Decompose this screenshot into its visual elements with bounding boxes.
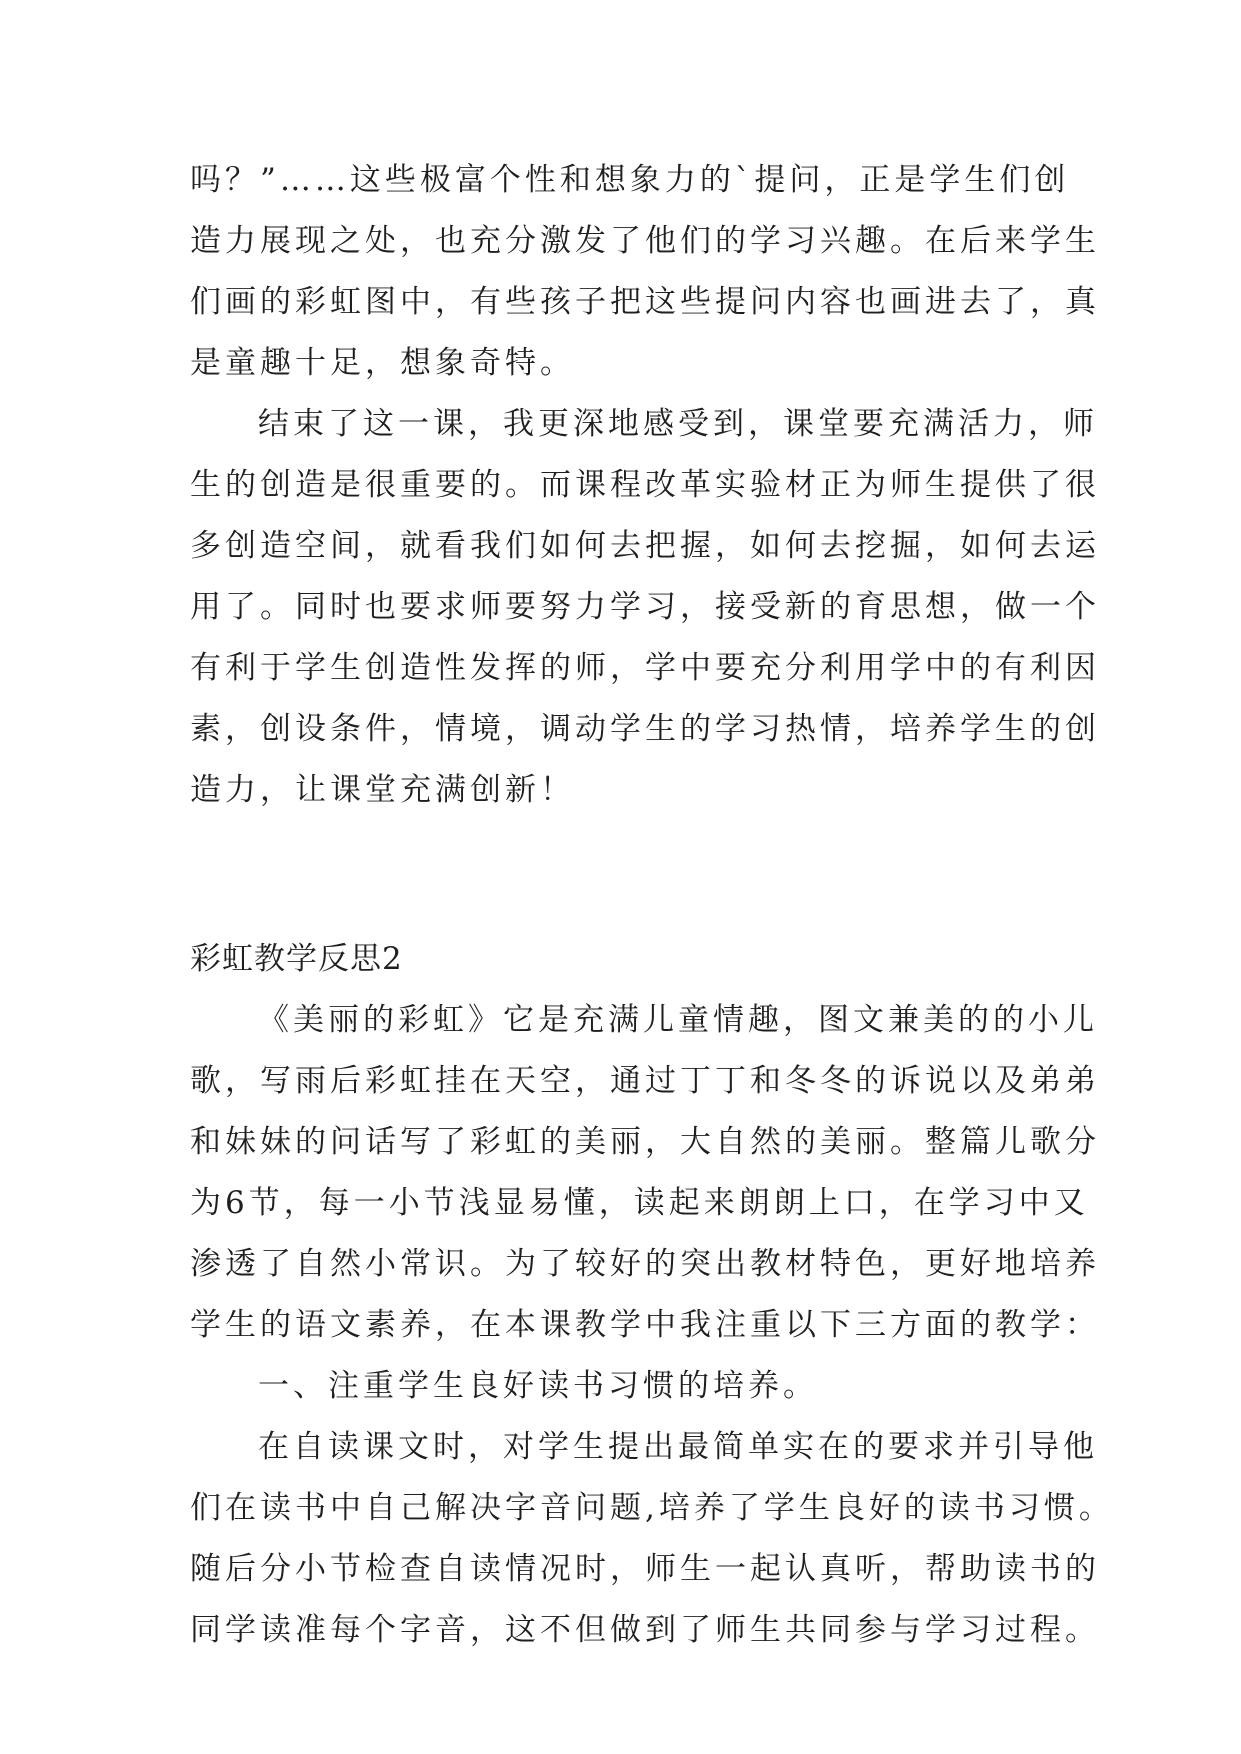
- text-line: 和妹妹的问话写了彩虹的美丽，大自然的美丽。整篇儿歌分: [190, 1124, 1100, 1160]
- text-line: 结束了这一课，我更深地感受到，课堂要充满活力，师: [258, 406, 1098, 442]
- section-title: 彩虹教学反思2: [190, 941, 403, 977]
- document-body: [190, 150, 1114, 1661]
- text-line: 用了。同时也要求师要努力学习，接受新的育思想，做一个: [190, 589, 1100, 625]
- text-line: 是童趣十足，想象奇特。: [190, 345, 575, 381]
- text-line: 有利于学生创造性发挥的师，学中要充分利用学中的有利因: [190, 650, 1100, 686]
- text-line: 随后分小节检查自读情况时，师生一起认真听，帮助读书的: [190, 1551, 1100, 1587]
- text-line: 同学读准每个字音，这不但做到了师生共同参与学习过程。: [190, 1612, 1100, 1648]
- text-line: 《美丽的彩虹》它是充满儿童情趣，图文兼美的的小儿: [258, 1002, 1098, 1038]
- text-line: 们在读书中自己解决字音问题,培养了学生良好的读书习惯。: [190, 1490, 1114, 1526]
- text-line: 生的创造是很重要的。而课程改革实验材正为师生提供了很: [190, 467, 1100, 503]
- text-line: 学生的语文素养，在本课教学中我注重以下三方面的教学：: [190, 1307, 1100, 1343]
- text-line: 造力，让课堂充满创新！: [190, 772, 575, 808]
- text-line: 吗？”……这些极富个性和想象力的`提问，正是学生们创: [190, 162, 1070, 198]
- text-line: 为6节，每一小节浅显易懂，读起来朗朗上口，在学习中又: [190, 1185, 1089, 1221]
- point-heading: 一、注重学生良好读书习惯的培养。: [258, 1368, 818, 1404]
- text-line: 歌，写雨后彩虹挂在天空，通过丁丁和冬冬的诉说以及弟弟: [190, 1063, 1100, 1099]
- text-line: 多创造空间，就看我们如何去把握，如何去挖掘，如何去运: [190, 528, 1100, 564]
- text-line: 们画的彩虹图中，有些孩子把这些提问内容也画进去了，真: [190, 284, 1100, 320]
- text-line: 渗透了自然小常识。为了较好的突出教材特色，更好地培养: [190, 1246, 1100, 1282]
- text-line: 素，创设条件，情境，调动学生的学习热情，培养学生的创: [190, 711, 1100, 747]
- section-spacer: [190, 821, 1070, 929]
- text-line: 在自读课文时，对学生提出最简单实在的要求并引导他: [258, 1429, 1098, 1465]
- text-line: 造力展现之处，也充分激发了他们的学习兴趣。在后来学生: [190, 223, 1100, 259]
